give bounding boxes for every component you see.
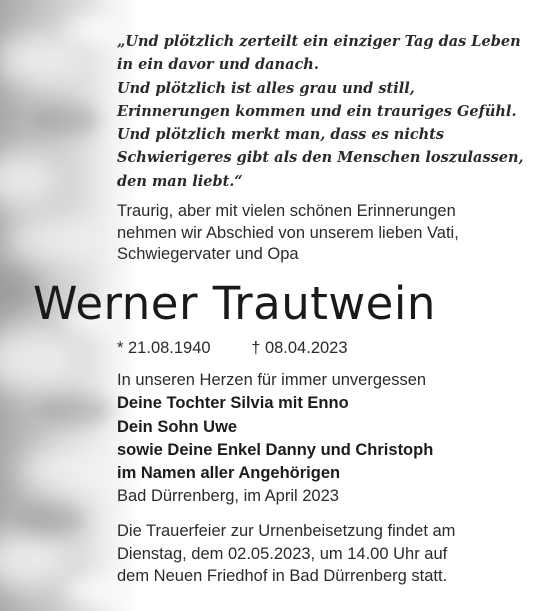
- funeral-ceremony-info: [117, 520, 537, 588]
- ceremony-line: Die Trauerfeier zur Urnenbeisetzung findet am: [117, 522, 456, 540]
- ceremony-line: Dienstag, dem 02.05.2023, um 14.00 Uhr auf: [117, 544, 448, 563]
- birth-date: * 21.08.1940: [117, 339, 211, 357]
- poem-line: in ein davor und danach.: [117, 56, 319, 74]
- poem-line: Und plötzlich ist alles grau und still,: [117, 79, 415, 97]
- poem-line: Erinnerungen kommen und ein trauriges Gefühl.: [117, 102, 517, 120]
- poem-line: „Und plötzlich zerteilt ein einziger Tag das Leben: [117, 33, 521, 50]
- intro-line: Schwiegervater und Opa: [117, 245, 299, 263]
- poem-line: Schwierigeres gibt als den Menschen loszulassen,: [117, 149, 524, 167]
- mourner-line: Deine Tochter Silvia mit Enno: [117, 394, 349, 413]
- poem-line: den man liebt.“: [117, 172, 243, 190]
- deceased-name: Werner Trautwein: [33, 277, 436, 330]
- mourners-block: [117, 369, 537, 485]
- mourners-intro: In unseren Herzen für immer unvergessen: [117, 371, 427, 389]
- poem-quote: [117, 30, 537, 193]
- intro-line: nehmen wir Abschied von unserem lieben Vati,: [117, 223, 459, 242]
- mourner-line: sowie Deine Enkel Danny und Christoph: [117, 440, 434, 459]
- death-date: † 08.04.2023: [251, 339, 348, 357]
- mourner-line: Dein Sohn Uwe: [117, 417, 238, 436]
- life-dates: [117, 337, 348, 359]
- ceremony-line: dem Neuen Friedhof in Bad Dürrenberg statt.: [117, 567, 448, 585]
- farewell-intro: [117, 201, 537, 266]
- poem-line: Und plötzlich merkt man, dass es nichts: [117, 126, 445, 144]
- mourner-line: im Namen aller Angehörigen: [117, 464, 341, 483]
- place-and-date: Bad Dürrenberg, im April 2023: [117, 487, 339, 505]
- intro-line: Traurig, aber mit vielen schönen Erinnerungen: [117, 202, 456, 220]
